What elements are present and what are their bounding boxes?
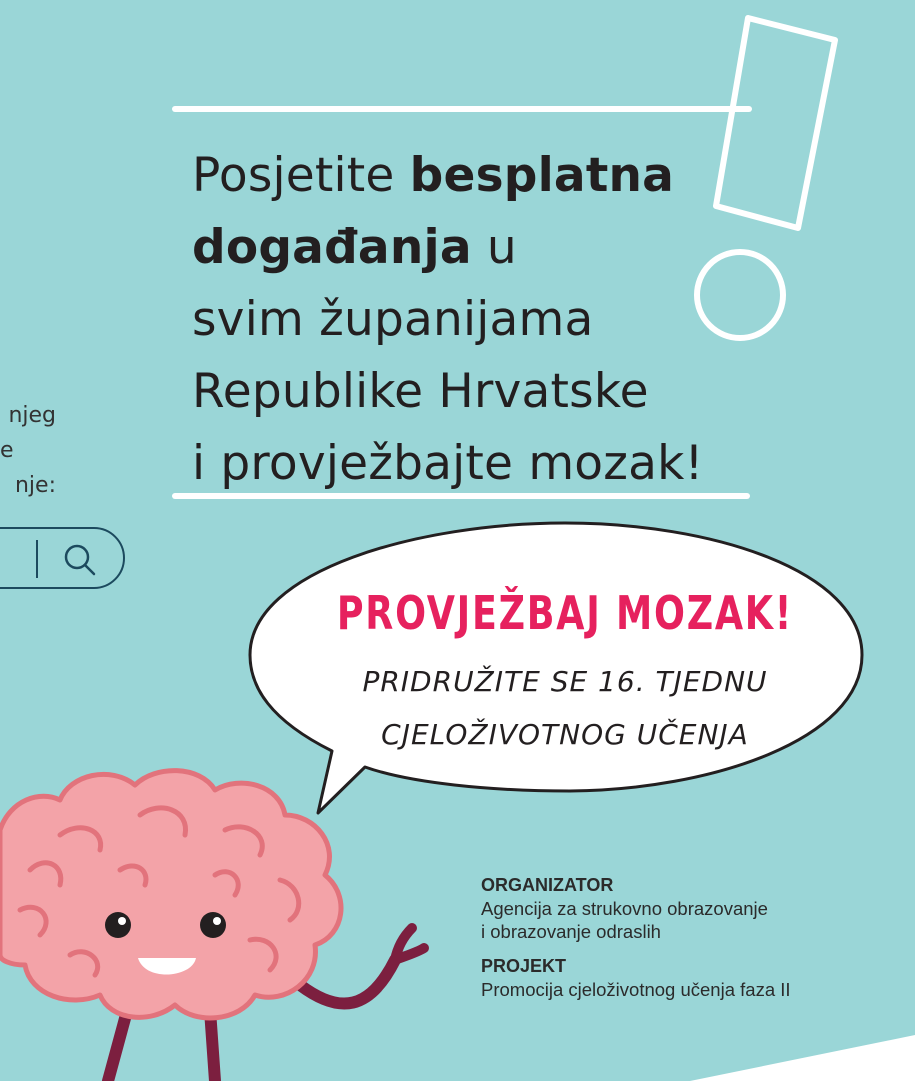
bubble-title: PROVJEŽBAJ MOZAK!	[336, 586, 794, 640]
brain-left-eye	[105, 912, 131, 938]
brain-mascot-illustration	[0, 760, 430, 1081]
headline-line3: svim županijama	[192, 292, 594, 347]
project-value: Promocija cjeloživotnog učenja faza II	[481, 979, 791, 1000]
organizer-line1: Agencija za strukovno obrazovanje	[481, 898, 768, 919]
headline-part1-regular: Posjetite	[192, 148, 410, 203]
left-text-line2: e	[0, 438, 14, 463]
brain-right-eye	[200, 912, 226, 938]
project-label: PROJEKT	[481, 956, 567, 976]
credits-block	[481, 874, 901, 1001]
bubble-subtitle-line2: CJELOŽIVOTNOG UČENJA	[381, 718, 749, 751]
organizer-line2: i obrazovanje odraslih	[481, 921, 661, 942]
search-icon[interactable]	[60, 540, 100, 580]
organizer-label: ORGANIZATOR	[481, 875, 614, 895]
headline-line5: i provježbajte mozak!	[192, 436, 704, 491]
left-text-line1: njeg	[8, 403, 56, 428]
headline	[192, 140, 752, 500]
headline-part2-bold: događanja	[192, 220, 472, 275]
headline-line4: Republike Hrvatske	[192, 364, 649, 419]
headline-part2-regular: u	[471, 220, 517, 275]
headline-part1-bold: besplatna	[409, 148, 675, 203]
search-divider	[36, 540, 38, 578]
left-text-line3: nje:	[14, 473, 56, 498]
top-rule	[172, 106, 752, 112]
corner-decoration	[600, 1035, 915, 1081]
bubble-subtitle-line1: PRIDRUŽITE SE 16. TJEDNU	[362, 665, 768, 698]
left-partial-text	[0, 398, 70, 503]
